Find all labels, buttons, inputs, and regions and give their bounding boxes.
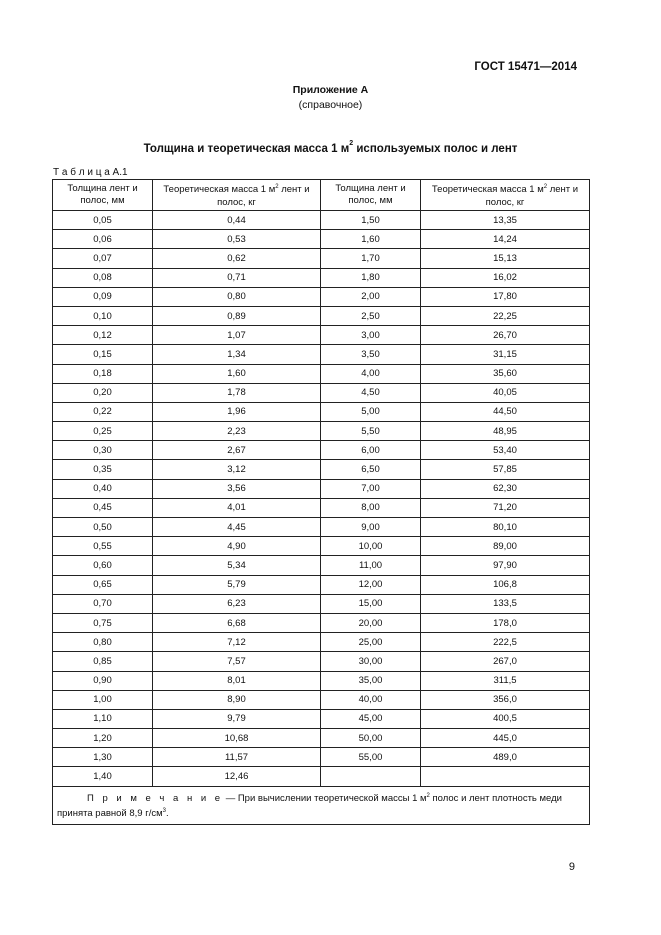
table-cell: 0,05 <box>53 211 153 230</box>
table-cell: 106,8 <box>421 575 590 594</box>
table-row <box>53 326 590 345</box>
table-row <box>53 594 590 613</box>
table-row <box>53 211 590 230</box>
table-cell: 0,53 <box>153 230 321 249</box>
table-cell: 4,45 <box>153 518 321 537</box>
table-row <box>53 709 590 728</box>
table-cell: 3,12 <box>153 460 321 479</box>
table-cell <box>321 767 421 786</box>
table-cell: 0,10 <box>53 306 153 325</box>
table-row <box>53 556 590 575</box>
table-cell: 0,62 <box>153 249 321 268</box>
table-cell: 0,60 <box>53 556 153 575</box>
table-cell: 7,00 <box>321 479 421 498</box>
table-cell: 25,00 <box>321 633 421 652</box>
column-header-mass-2: Теоретическая масса 1 $м^2$ лент и полос, кг <box>421 180 590 211</box>
table-cell: 15,00 <box>321 594 421 613</box>
table-cell: 0,18 <box>53 364 153 383</box>
table-cell: 2,23 <box>153 422 321 441</box>
table-cell: 1,40 <box>53 767 153 786</box>
table-cell: 48,95 <box>421 422 590 441</box>
table-cell: 0,71 <box>153 268 321 287</box>
table-row <box>53 729 590 748</box>
table-body <box>53 211 590 787</box>
table-row <box>53 748 590 767</box>
document-title <box>0 142 661 155</box>
table-cell: 35,00 <box>321 671 421 690</box>
table-cell: 0,22 <box>53 402 153 421</box>
table-cell: 0,50 <box>53 518 153 537</box>
table-cell: 50,00 <box>321 729 421 748</box>
table-cell: 15,13 <box>421 249 590 268</box>
table-cell: 6,23 <box>153 594 321 613</box>
table-cell: 2,50 <box>321 306 421 325</box>
table-cell: 1,10 <box>53 709 153 728</box>
table-cell: 445,0 <box>421 729 590 748</box>
table-cell: 0,89 <box>153 306 321 325</box>
table-cell: 1,50 <box>321 211 421 230</box>
table-cell: 62,30 <box>421 479 590 498</box>
table-cell: 0,30 <box>53 441 153 460</box>
table-cell: 4,00 <box>321 364 421 383</box>
table-cell: 97,90 <box>421 556 590 575</box>
table-row <box>53 230 590 249</box>
table-cell: 16,02 <box>421 268 590 287</box>
standard-code: ГОСТ 15471—2014 <box>474 61 577 73</box>
table-cell: 45,00 <box>321 709 421 728</box>
table-cell: 1,30 <box>53 748 153 767</box>
column-header-thickness-1: Толщина лент и полос, мм <box>53 180 153 211</box>
table-row <box>53 441 590 460</box>
table-cell: 0,07 <box>53 249 153 268</box>
table-cell: 8,90 <box>153 690 321 709</box>
table-cell: 11,00 <box>321 556 421 575</box>
table-cell: 6,00 <box>321 441 421 460</box>
table-cell: 3,50 <box>321 345 421 364</box>
table-cell: 0,40 <box>53 479 153 498</box>
table-row <box>53 633 590 652</box>
table-row <box>53 479 590 498</box>
table-cell: 1,96 <box>153 402 321 421</box>
data-table <box>52 179 590 825</box>
table-cell: 1,34 <box>153 345 321 364</box>
table-row <box>53 306 590 325</box>
table-cell: 17,80 <box>421 287 590 306</box>
table-row <box>53 613 590 632</box>
table-cell: 71,20 <box>421 498 590 517</box>
table-cell: 0,08 <box>53 268 153 287</box>
table-cell: 55,00 <box>321 748 421 767</box>
table-cell: 14,24 <box>421 230 590 249</box>
table-cell: 12,46 <box>153 767 321 786</box>
page-number: 9 <box>568 861 575 873</box>
table-row <box>53 652 590 671</box>
table-cell: 57,85 <box>421 460 590 479</box>
table-row <box>53 537 590 556</box>
table-cell: 0,85 <box>53 652 153 671</box>
table-cell: 133,5 <box>421 594 590 613</box>
table-cell: 12,00 <box>321 575 421 594</box>
table-cell: 0,06 <box>53 230 153 249</box>
table-cell: 0,55 <box>53 537 153 556</box>
table-row <box>53 287 590 306</box>
table-row <box>53 575 590 594</box>
table-cell: 3,56 <box>153 479 321 498</box>
table-cell: 0,15 <box>53 345 153 364</box>
table-cell: 0,09 <box>53 287 153 306</box>
table-cell: 11,57 <box>153 748 321 767</box>
table-row <box>53 383 590 402</box>
table-cell: 44,50 <box>421 402 590 421</box>
table-row <box>53 460 590 479</box>
table-cell: 0,45 <box>53 498 153 517</box>
table-cell: 1,20 <box>53 729 153 748</box>
appendix-title: Приложение А <box>292 84 369 96</box>
column-header-mass-1: Теоретическая масса 1 $м^2$ лент и полос, кг <box>153 180 321 211</box>
table-row <box>53 671 590 690</box>
table-cell <box>421 767 590 786</box>
table-cell: 1,78 <box>153 383 321 402</box>
table-cell: 222,5 <box>421 633 590 652</box>
table-cell: 89,00 <box>421 537 590 556</box>
table-cell: 30,00 <box>321 652 421 671</box>
table-cell: 40,00 <box>321 690 421 709</box>
table-container <box>52 179 589 825</box>
table-cell: 1,07 <box>153 326 321 345</box>
table-note-row <box>53 786 590 824</box>
table-row <box>53 767 590 786</box>
table-cell: 35,60 <box>421 364 590 383</box>
table-cell: 26,70 <box>421 326 590 345</box>
table-cell: 4,50 <box>321 383 421 402</box>
table-cell: 22,25 <box>421 306 590 325</box>
appendix-subtitle: (справочное) <box>298 99 363 111</box>
title-superscript: 2 <box>349 140 354 147</box>
table-cell: 267,0 <box>421 652 590 671</box>
table-cell: 0,70 <box>53 594 153 613</box>
table-note: П р и м е ч а н и е — При вычислении теоретической массы 1 $м^2$ полос и лент плотность меди принята равной 8,9 $г/см^3$. <box>53 786 590 824</box>
table-cell: 10,68 <box>153 729 321 748</box>
table-row <box>53 422 590 441</box>
table-cell: 6,50 <box>321 460 421 479</box>
table-cell: 0,90 <box>53 671 153 690</box>
note-label: П р и м е ч а н и е <box>87 792 224 804</box>
table-row <box>53 268 590 287</box>
table-cell: 5,79 <box>153 575 321 594</box>
table-cell: 4,90 <box>153 537 321 556</box>
table-cell: 356,0 <box>421 690 590 709</box>
table-row <box>53 498 590 517</box>
table-cell: 0,44 <box>153 211 321 230</box>
title-text-after: используемых полос и лент <box>353 142 518 155</box>
table-cell: 311,5 <box>421 671 590 690</box>
table-row <box>53 518 590 537</box>
table-cell: 3,00 <box>321 326 421 345</box>
table-cell: 1,80 <box>321 268 421 287</box>
table-cell: 8,01 <box>153 671 321 690</box>
table-cell: 400,5 <box>421 709 590 728</box>
table-cell: 178,0 <box>421 613 590 632</box>
table-cell: 0,75 <box>53 613 153 632</box>
table-header-row <box>53 180 590 211</box>
table-cell: 1,00 <box>53 690 153 709</box>
table-row <box>53 345 590 364</box>
table-cell: 9,79 <box>153 709 321 728</box>
table-row <box>53 249 590 268</box>
table-cell: 7,57 <box>153 652 321 671</box>
table-label: Т а б л и ц а А.1 <box>53 167 128 178</box>
table-cell: 0,80 <box>53 633 153 652</box>
table-cell: 1,60 <box>153 364 321 383</box>
table-cell: 2,67 <box>153 441 321 460</box>
table-cell: 1,70 <box>321 249 421 268</box>
table-row <box>53 402 590 421</box>
table-cell: 8,00 <box>321 498 421 517</box>
table-cell: 20,00 <box>321 613 421 632</box>
table-cell: 53,40 <box>421 441 590 460</box>
table-cell: 0,25 <box>53 422 153 441</box>
title-text-before: Толщина и теоретическая масса 1 м <box>143 142 350 155</box>
table-cell: 0,65 <box>53 575 153 594</box>
table-cell: 0,12 <box>53 326 153 345</box>
table-cell: 2,00 <box>321 287 421 306</box>
table-cell: 9,00 <box>321 518 421 537</box>
table-cell: 4,01 <box>153 498 321 517</box>
table-cell: 31,15 <box>421 345 590 364</box>
table-cell: 7,12 <box>153 633 321 652</box>
table-cell: 0,20 <box>53 383 153 402</box>
table-cell: 80,10 <box>421 518 590 537</box>
table-cell: 0,80 <box>153 287 321 306</box>
table-row <box>53 364 590 383</box>
table-cell: 10,00 <box>321 537 421 556</box>
table-cell: 1,60 <box>321 230 421 249</box>
table-cell: 13,35 <box>421 211 590 230</box>
table-cell: 5,34 <box>153 556 321 575</box>
table-cell: 5,50 <box>321 422 421 441</box>
table-cell: 5,00 <box>321 402 421 421</box>
table-cell: 40,05 <box>421 383 590 402</box>
table-row <box>53 690 590 709</box>
table-cell: 0,35 <box>53 460 153 479</box>
column-header-thickness-2: Толщина лент и полос, мм <box>321 180 421 211</box>
table-cell: 489,0 <box>421 748 590 767</box>
table-cell: 6,68 <box>153 613 321 632</box>
